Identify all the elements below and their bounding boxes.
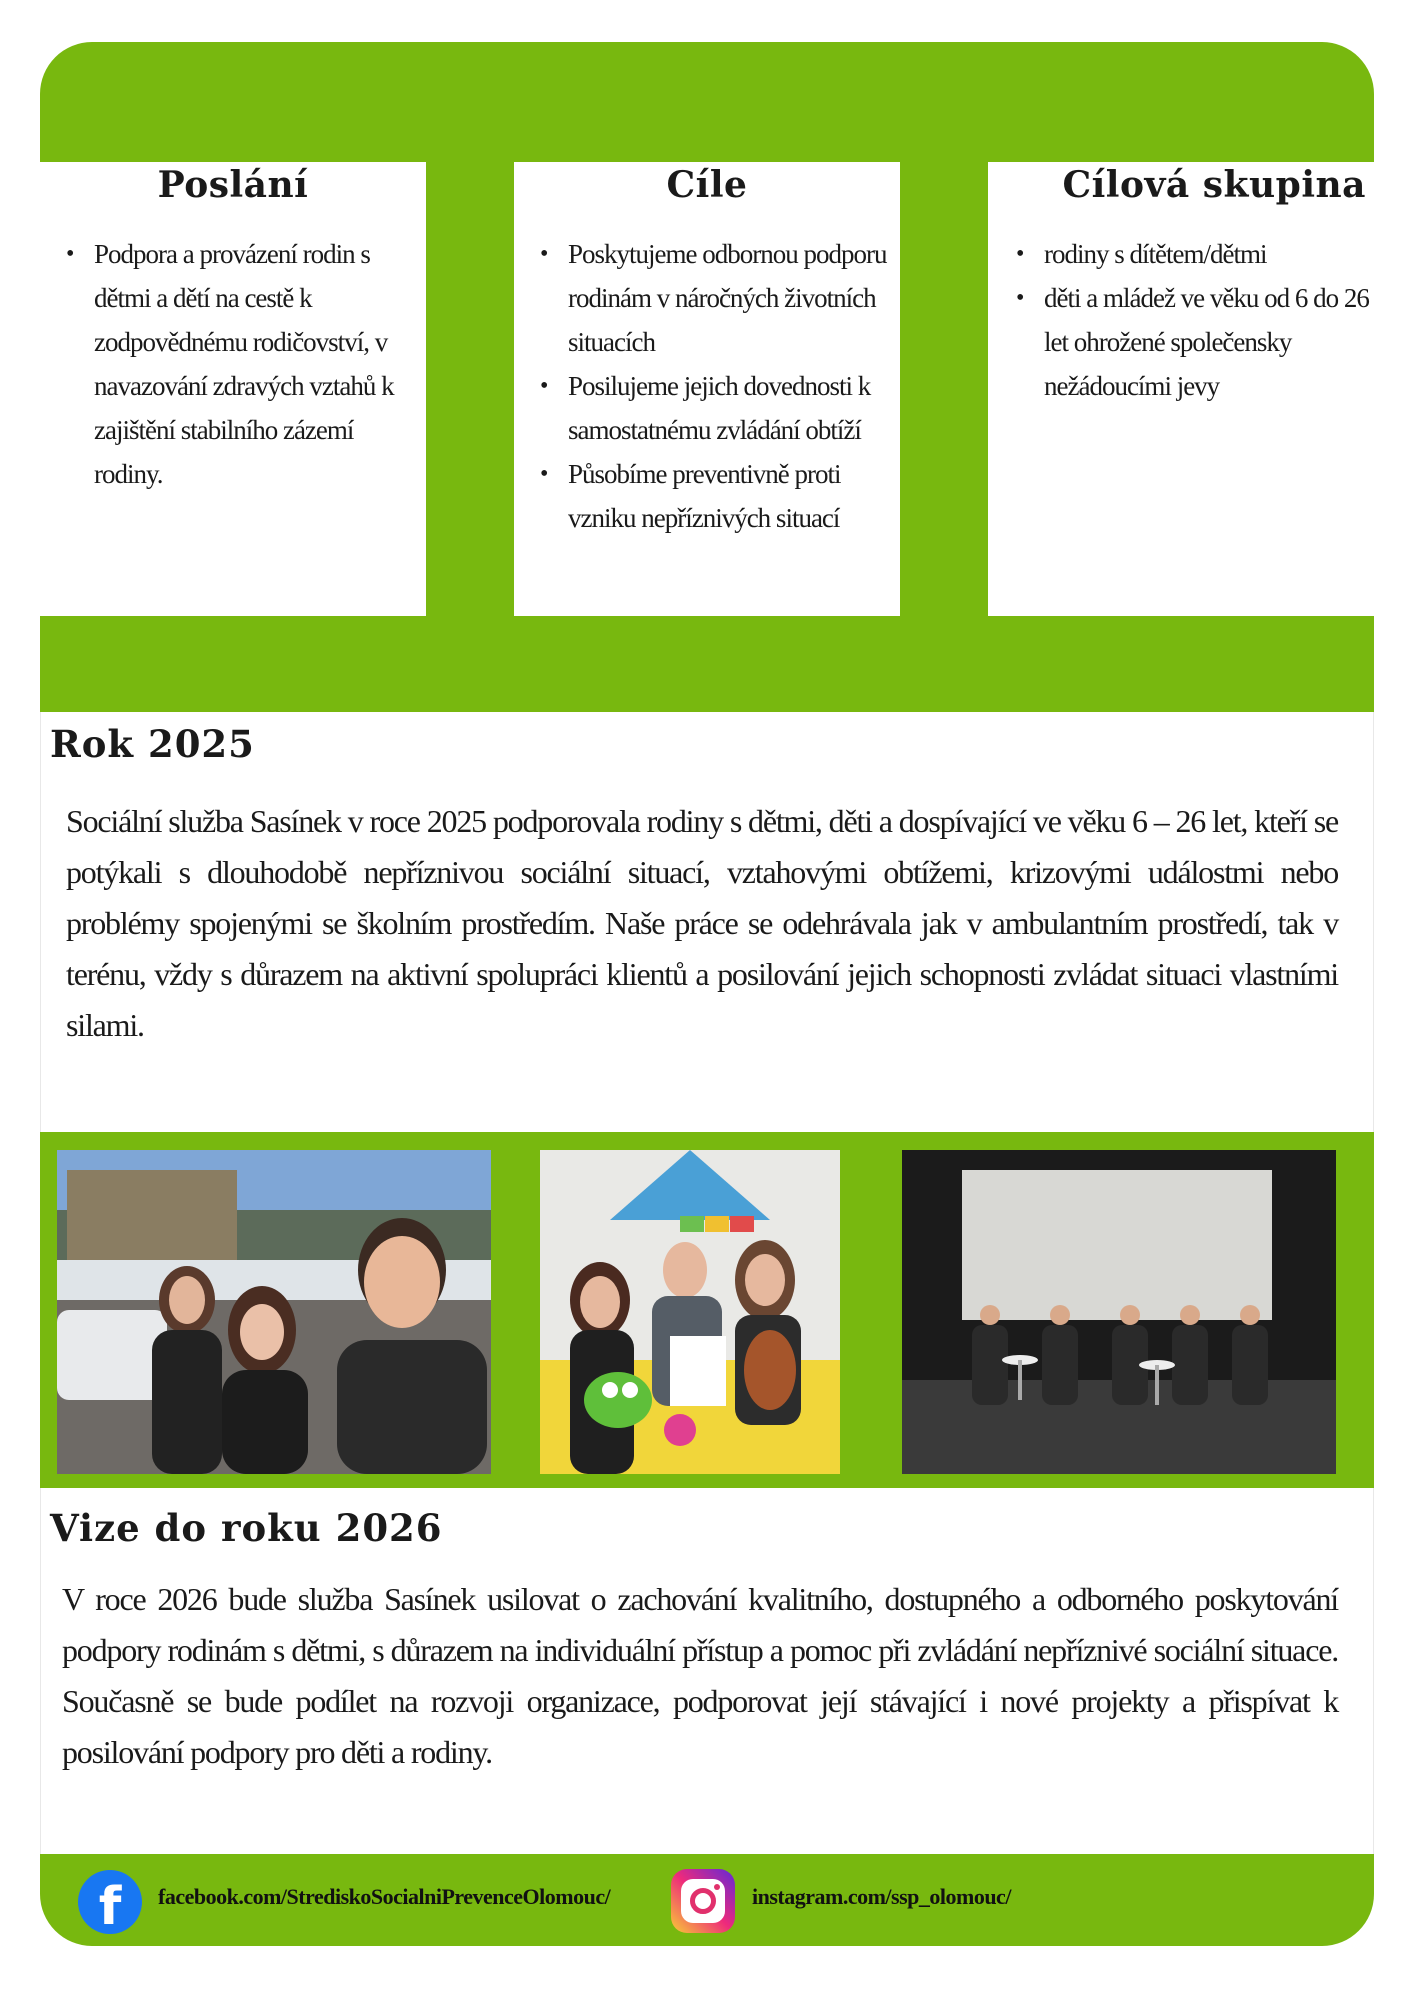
instagram-link[interactable]: instagram.com/ssp_olomouc/ <box>752 1884 1011 1909</box>
target-group-item: • rodiny s dítětem/dětmi <box>1044 232 1374 276</box>
frame-line-left-lower <box>40 1488 41 1854</box>
target-group-list <box>988 232 1374 408</box>
vision-2026-text: V roce 2026 bude služba Sasínek usilovat o zachování kvalitního, dostupného a odborného poskytování podpory rodinám s dětmi, s důrazem na individuální přístup a pomoc při zvládání nepříznivé sociální situace. Současně se bude podílet na rozvoji organizace, podporovat její stávající i nové projekty a přispívat k posilování podpory pro děti a rodiny. <box>62 1581 1338 1770</box>
target-group-panel <box>988 162 1374 616</box>
vision-2026-title: Vize do roku 2026 <box>50 1506 443 1550</box>
mission-panel <box>40 162 426 616</box>
footer-bar <box>40 1854 1374 1946</box>
goals-title: Cíle <box>666 164 748 206</box>
frame-line-right <box>1373 712 1374 1132</box>
target-group-item: • děti a mládež ve věku od 6 do 26 let ohrožené společensky nežádoucími jevy <box>1044 276 1374 408</box>
goals-panel <box>514 162 900 616</box>
year-2025-text: Sociální služba Sasínek v roce 2025 podporovala rodiny s dětmi, děti a dospívající ve věku 6 – 26 let, kteří se potýkali s dlouhodobě nepříznivou sociální situací, vztahovými obtížemi, krizovými událostmi nebo problémy spojenými se školním prostředím. Naše práce se odehrávala jak v ambulantním prostředí, tak v terénu, vždy s důrazem na aktivní spolupráci klientů a posilování jejich schopnosti zvládat situaci vlastními silami. <box>66 803 1338 1043</box>
goals-list <box>514 232 900 540</box>
mission-title: Poslání <box>157 164 309 206</box>
mission-list <box>40 232 426 496</box>
photo-panel-discussion <box>902 1150 1336 1474</box>
instagram-icon[interactable] <box>671 1869 735 1933</box>
frame-line-right-lower <box>1373 1488 1374 1854</box>
goals-item: • Poskytujeme odbornou podporu rodinám v náročných životních situacích <box>568 232 900 364</box>
target-group-title: Cílová skupina <box>1062 164 1366 206</box>
goals-item: • Posilujeme jejich dovednosti k samostatnému zvládání obtíží <box>568 364 900 452</box>
photo-outdoor-selfie <box>57 1150 491 1474</box>
facebook-icon[interactable]: f <box>78 1870 142 1934</box>
facebook-link[interactable]: facebook.com/StrediskoSocialniPrevenceOlomouc/ <box>158 1884 611 1909</box>
frame-line-left <box>40 712 41 1132</box>
year-2025-title: Rok 2025 <box>50 722 255 766</box>
goals-item: • Působíme preventivně proti vzniku nepříznivých situací <box>568 452 900 540</box>
mission-item: • Podpora a provázení rodin s dětmi a dětí na cestě k zodpovědnému rodičovství, v navazování zdravých vztahů k zajištění stabilního zázemí rodiny. <box>94 232 426 496</box>
photo-office-group <box>540 1150 840 1474</box>
photo-band <box>40 1132 1374 1488</box>
